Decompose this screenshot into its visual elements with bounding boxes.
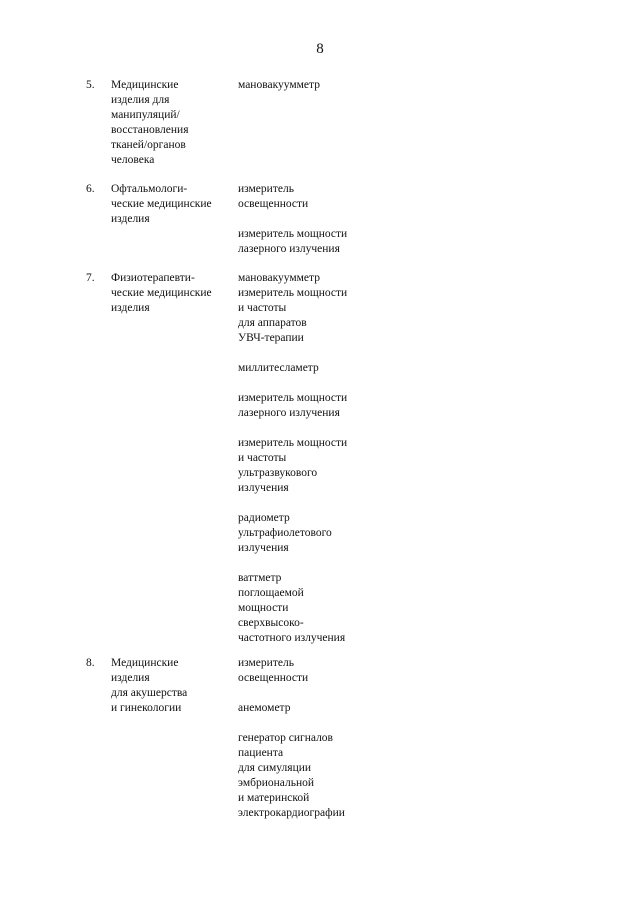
text-line: измеритель мощности [238, 392, 348, 404]
device-category [111, 182, 231, 227]
text-line: анемометр [238, 702, 291, 714]
text-line: Медицинские [111, 657, 179, 669]
text-line: УВЧ-терапии [238, 332, 304, 344]
text-line: человека [111, 154, 155, 166]
text-line: для симуляции [238, 762, 312, 774]
text-line: генератор сигналов [238, 732, 333, 744]
text-line: для акушерства [111, 687, 188, 699]
text-line: и частоты [238, 302, 287, 314]
text-line: ультразвукового [238, 467, 318, 479]
text-line: частотного излучения [238, 632, 346, 644]
text-line: ваттметр [238, 572, 282, 584]
text-line: измеритель мощности [238, 287, 348, 299]
blank-line [238, 556, 378, 571]
device-category [111, 78, 231, 168]
text-line: изделия [111, 672, 150, 684]
device-category [111, 656, 231, 716]
blank-line [238, 686, 378, 701]
page-number: 8 [316, 41, 324, 57]
text-line: манипуляций/ [111, 109, 180, 121]
text-line: пациента [238, 747, 284, 759]
blank-line [238, 376, 378, 391]
text-line: поглощаемой [238, 587, 304, 599]
text-line: и частоты [238, 452, 287, 464]
text-line: освещенности [238, 198, 309, 210]
text-line: радиометр [238, 512, 290, 524]
text-line: Медицинские [111, 79, 179, 91]
text-line: измеритель [238, 657, 294, 669]
row-number: 6. [86, 183, 95, 195]
blank-line [238, 716, 378, 731]
text-line: измеритель [238, 183, 294, 195]
measuring-devices [238, 656, 378, 821]
row-number: 8. [86, 657, 95, 669]
measuring-devices [238, 78, 378, 93]
measuring-devices [238, 271, 378, 646]
text-line: сверхвысоко- [238, 617, 304, 629]
text-line: лазерного излучения [238, 407, 340, 419]
text-line: ультрафиолетового [238, 527, 332, 539]
text-line: ческие медицинские [111, 198, 212, 210]
text-line: измеритель мощности [238, 437, 348, 449]
text-line: и гинекологии [111, 702, 182, 714]
text-line: лазерного излучения [238, 243, 340, 255]
text-line: мановакуумметр [238, 79, 320, 91]
text-line: мановакуумметр [238, 272, 320, 284]
text-line: ческие медицинские [111, 287, 212, 299]
text-line: освещенности [238, 672, 309, 684]
text-line: восстановления [111, 124, 189, 136]
text-line: эмбриональной [238, 777, 315, 789]
row-number: 7. [86, 272, 95, 284]
text-line: измеритель мощности [238, 228, 348, 240]
text-line: изделия [111, 302, 150, 314]
text-line: мощности [238, 602, 289, 614]
device-category [111, 271, 231, 316]
blank-line [238, 346, 378, 361]
text-line: излучения [238, 482, 289, 494]
text-line: изделия для [111, 94, 170, 106]
text-line: излучения [238, 542, 289, 554]
blank-line [238, 496, 378, 511]
text-line: электрокардиографии [238, 807, 345, 819]
blank-line [238, 421, 378, 436]
measuring-devices [238, 182, 378, 257]
row-number: 5. [86, 79, 95, 91]
text-line: для аппаратов [238, 317, 307, 329]
text-line: Физиотерапевти- [111, 272, 195, 284]
text-line: и материнской [238, 792, 310, 804]
text-line: изделия [111, 213, 150, 225]
text-line: миллитесламетр [238, 362, 319, 374]
blank-line [238, 212, 378, 227]
text-line: Офтальмологи- [111, 183, 188, 195]
text-line: тканей/органов [111, 139, 186, 151]
